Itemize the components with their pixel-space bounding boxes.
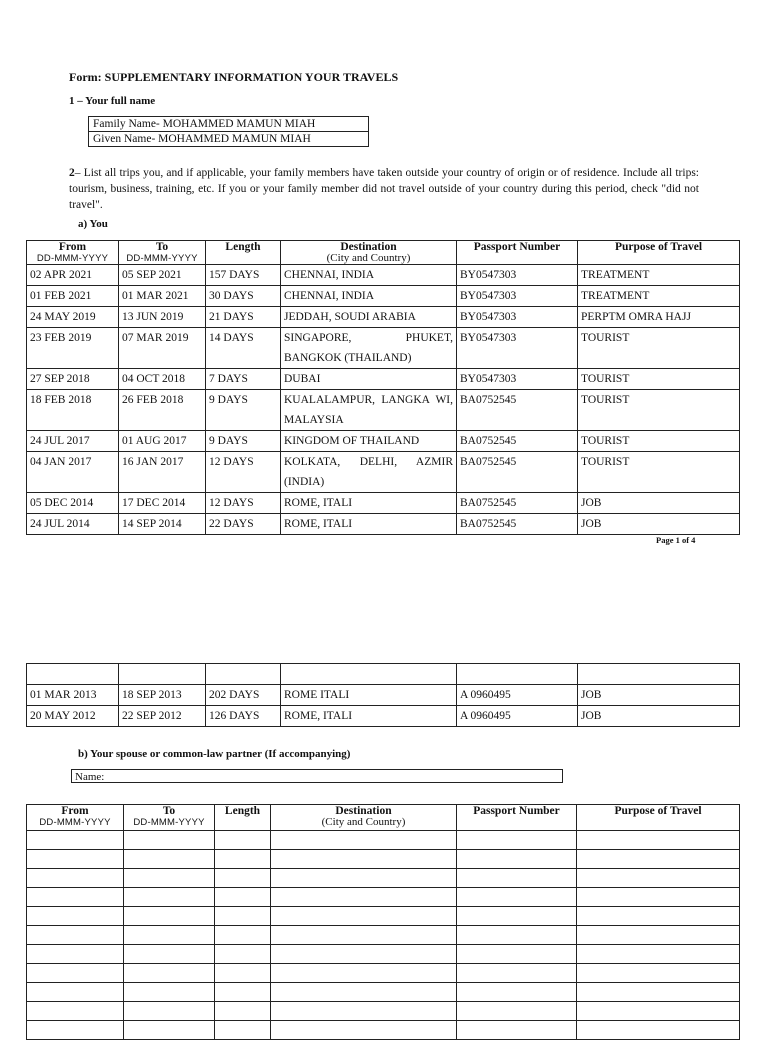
table-row [27, 431, 740, 452]
cell-from[interactable]: 04 JAN 2017 [27, 452, 119, 493]
cell-length[interactable] [215, 850, 271, 869]
cell-passport[interactable]: BA0752545 [457, 390, 578, 431]
cell-to[interactable] [124, 1002, 215, 1021]
table-row [27, 286, 740, 307]
cell-purpose[interactable] [577, 907, 740, 926]
cell-destination[interactable]: ROME, ITALI [281, 514, 457, 535]
form-title [69, 70, 398, 85]
cell-destination[interactable]: CHENNAI, INDIA [281, 265, 457, 286]
cell-length[interactable]: 7 DAYS [206, 369, 281, 390]
cell-to[interactable] [124, 945, 215, 964]
cell-destination[interactable] [271, 945, 457, 964]
cell-from[interactable]: 24 MAY 2019 [27, 307, 119, 328]
cell-to[interactable] [124, 964, 215, 983]
cell-passport[interactable] [457, 869, 577, 888]
cell-length[interactable] [215, 983, 271, 1002]
cell-to[interactable]: 01 AUG 2017 [119, 431, 206, 452]
cell-purpose[interactable] [577, 831, 740, 850]
cell-passport[interactable] [457, 664, 578, 685]
question-2-body: – List all trips you, and if applicable, your family members have taken outside your country of origin or of residence. Include all trips: tourism, business, training, etc. If you or your family member did not travel outside of your country during this period, check "did not travel". [69, 167, 699, 211]
header-purpose: Purpose of Travel [578, 241, 740, 265]
cell-length[interactable]: 22 DAYS [206, 514, 281, 535]
cell-length[interactable] [215, 945, 271, 964]
cell-passport[interactable]: BA0752545 [457, 431, 578, 452]
cell-to[interactable]: 04 OCT 2018 [119, 369, 206, 390]
cell-destination[interactable]: KOLKATA, DELHI, AZMIR (INDIA) [281, 452, 457, 493]
header-from: From DD-MMM-YYYY [27, 805, 124, 831]
cell-destination[interactable] [281, 664, 457, 685]
cell-passport[interactable]: BY0547303 [457, 307, 578, 328]
section-a-label: a) You [78, 218, 108, 230]
cell-length[interactable]: 157 DAYS [206, 265, 281, 286]
cell-length[interactable] [206, 664, 281, 685]
cell-passport[interactable]: BA0752545 [457, 514, 578, 535]
cell-length[interactable] [215, 926, 271, 945]
table-row [27, 964, 740, 983]
cell-purpose[interactable]: JOB [578, 685, 740, 706]
cell-to[interactable] [124, 1021, 215, 1040]
cell-from[interactable]: 20 MAY 2012 [27, 706, 119, 727]
cell-from[interactable]: 02 APR 2021 [27, 265, 119, 286]
cell-length[interactable]: 202 DAYS [206, 685, 281, 706]
cell-from[interactable] [27, 983, 124, 1002]
cell-to[interactable] [119, 664, 206, 685]
table-row [27, 328, 740, 369]
cell-from[interactable] [27, 850, 124, 869]
table-row [27, 307, 740, 328]
cell-destination[interactable] [271, 831, 457, 850]
full-name-box [88, 116, 369, 147]
cell-purpose[interactable] [577, 964, 740, 983]
cell-passport[interactable] [457, 1002, 577, 1021]
cell-purpose[interactable]: TREATMENT [578, 265, 740, 286]
table-row [27, 945, 740, 964]
cell-purpose[interactable] [577, 1021, 740, 1040]
cell-length[interactable] [215, 907, 271, 926]
cell-destination[interactable]: DUBAI [281, 369, 457, 390]
cell-from[interactable] [27, 869, 124, 888]
cell-passport[interactable]: BY0547303 [457, 286, 578, 307]
cell-purpose[interactable]: JOB [578, 706, 740, 727]
cell-purpose[interactable]: TOURIST [578, 431, 740, 452]
cell-passport[interactable]: BA0752545 [457, 452, 578, 493]
cell-from[interactable]: 23 FEB 2019 [27, 328, 119, 369]
cell-from[interactable] [27, 964, 124, 983]
table-row [27, 706, 740, 727]
cell-to[interactable]: 14 SEP 2014 [119, 514, 206, 535]
form-title-text: SUPPLEMENTARY INFORMATION YOUR TRAVELS [104, 70, 399, 84]
cell-passport[interactable] [457, 888, 577, 907]
table-row [27, 831, 740, 850]
cell-purpose[interactable]: TOURIST [578, 390, 740, 431]
cell-from[interactable] [27, 831, 124, 850]
header-length: Length [215, 805, 271, 831]
cell-length[interactable] [215, 888, 271, 907]
cell-passport[interactable] [457, 850, 577, 869]
table-row [27, 452, 740, 493]
table-row [27, 369, 740, 390]
cell-from[interactable]: 24 JUL 2017 [27, 431, 119, 452]
section-b-label: b) Your spouse or common-law partner (If accompanying) [78, 748, 351, 760]
table-row [27, 664, 740, 685]
cell-passport[interactable]: BY0547303 [457, 265, 578, 286]
cell-purpose[interactable] [577, 945, 740, 964]
cell-destination[interactable]: SINGAPORE, PHUKET, BANGKOK (THAILAND) [281, 328, 457, 369]
table-row [27, 850, 740, 869]
cell-length[interactable]: 12 DAYS [206, 452, 281, 493]
table-header-row [27, 805, 740, 831]
cell-purpose[interactable] [577, 850, 740, 869]
cell-from[interactable] [27, 1002, 124, 1021]
cell-length[interactable] [215, 869, 271, 888]
cell-destination[interactable]: CHENNAI, INDIA [281, 286, 457, 307]
cell-from[interactable] [27, 926, 124, 945]
cell-length[interactable]: 9 DAYS [206, 390, 281, 431]
cell-purpose[interactable]: JOB [578, 514, 740, 535]
cell-from[interactable] [27, 945, 124, 964]
cell-length[interactable]: 9 DAYS [206, 431, 281, 452]
table-row [27, 685, 740, 706]
cell-to[interactable]: 17 DEC 2014 [119, 493, 206, 514]
cell-destination[interactable] [271, 964, 457, 983]
cell-from[interactable] [27, 664, 119, 685]
cell-from[interactable] [27, 1021, 124, 1040]
cell-from[interactable]: 24 JUL 2014 [27, 514, 119, 535]
cell-purpose[interactable]: TOURIST [578, 369, 740, 390]
cell-to[interactable]: 05 SEP 2021 [119, 265, 206, 286]
question-2-text [69, 165, 699, 213]
cell-to[interactable] [124, 831, 215, 850]
header-from: From DD-MMM-YYYY [27, 241, 119, 265]
table-row [27, 888, 740, 907]
cell-purpose[interactable] [577, 869, 740, 888]
cell-destination[interactable] [271, 926, 457, 945]
cell-length[interactable]: 21 DAYS [206, 307, 281, 328]
cell-to[interactable] [124, 926, 215, 945]
cell-to[interactable] [124, 850, 215, 869]
cell-passport[interactable] [457, 907, 577, 926]
cell-passport[interactable] [457, 945, 577, 964]
table-row [27, 926, 740, 945]
header-to: To DD-MMM-YYYY [119, 241, 206, 265]
cell-passport[interactable] [457, 831, 577, 850]
cell-from[interactable]: 05 DEC 2014 [27, 493, 119, 514]
cell-to[interactable] [124, 888, 215, 907]
cell-purpose[interactable] [577, 926, 740, 945]
cell-passport[interactable] [457, 983, 577, 1002]
cell-destination[interactable] [271, 1002, 457, 1021]
question-2-number: 2 [69, 167, 75, 179]
cell-to[interactable]: 01 MAR 2021 [119, 286, 206, 307]
cell-destination[interactable]: ROME, ITALI [281, 493, 457, 514]
cell-length[interactable]: 12 DAYS [206, 493, 281, 514]
table-row [27, 869, 740, 888]
cell-passport[interactable]: A 0960495 [457, 685, 578, 706]
cell-destination[interactable] [271, 907, 457, 926]
page-number: Page 1 of 4 [656, 535, 696, 545]
header-passport: Passport Number [457, 241, 578, 265]
table-row [27, 493, 740, 514]
cell-destination[interactable]: ROME, ITALI [281, 706, 457, 727]
cell-from[interactable] [27, 888, 124, 907]
given-name-field[interactable]: Given Name- MOHAMMED MAMUN MIAH [89, 131, 368, 146]
header-destination: Destination (City and Country) [271, 805, 457, 831]
table-row [27, 265, 740, 286]
cell-length[interactable]: 30 DAYS [206, 286, 281, 307]
trips-table-you-continued [26, 663, 740, 727]
cell-to[interactable]: 13 JUN 2019 [119, 307, 206, 328]
spouse-name-label: Name: [75, 771, 105, 783]
cell-to[interactable]: 22 SEP 2012 [119, 706, 206, 727]
cell-length[interactable] [215, 964, 271, 983]
cell-length[interactable] [215, 1002, 271, 1021]
cell-to[interactable] [124, 983, 215, 1002]
cell-purpose[interactable]: JOB [578, 493, 740, 514]
cell-destination[interactable] [271, 983, 457, 1002]
header-to: To DD-MMM-YYYY [124, 805, 215, 831]
family-name-field[interactable]: Family Name- MOHAMMED MAMUN MIAH [93, 118, 316, 130]
cell-to[interactable]: 16 JAN 2017 [119, 452, 206, 493]
cell-from[interactable]: 01 FEB 2021 [27, 286, 119, 307]
cell-destination[interactable]: JEDDAH, SOUDI ARABIA [281, 307, 457, 328]
table-header-row [27, 241, 740, 265]
cell-to[interactable] [124, 907, 215, 926]
cell-to[interactable]: 18 SEP 2013 [119, 685, 206, 706]
cell-purpose[interactable] [577, 888, 740, 907]
cell-purpose[interactable]: TOURIST [578, 452, 740, 493]
cell-purpose[interactable] [577, 1002, 740, 1021]
header-passport: Passport Number [457, 805, 577, 831]
cell-purpose[interactable] [578, 664, 740, 685]
cell-from[interactable]: 01 MAR 2013 [27, 685, 119, 706]
cell-purpose[interactable]: TREATMENT [578, 286, 740, 307]
cell-purpose[interactable]: PERPTM OMRA HAJJ [578, 307, 740, 328]
cell-destination[interactable] [271, 1021, 457, 1040]
spouse-name-field[interactable] [71, 769, 563, 783]
cell-purpose[interactable]: TOURIST [578, 328, 740, 369]
cell-destination[interactable] [271, 850, 457, 869]
header-destination: Destination (City and Country) [281, 241, 457, 265]
trips-table-you [26, 240, 740, 535]
cell-from[interactable]: 27 SEP 2018 [27, 369, 119, 390]
cell-destination[interactable]: KINGDOM OF THAILAND [281, 431, 457, 452]
cell-to[interactable]: 07 MAR 2019 [119, 328, 206, 369]
cell-to[interactable]: 26 FEB 2018 [119, 390, 206, 431]
cell-destination[interactable] [271, 888, 457, 907]
header-length: Length [206, 241, 281, 265]
cell-length[interactable]: 14 DAYS [206, 328, 281, 369]
table-row [27, 907, 740, 926]
cell-destination[interactable]: KUALALAMPUR, LANGKA WI, MALAYSIA [281, 390, 457, 431]
cell-purpose[interactable] [577, 983, 740, 1002]
cell-passport[interactable]: BY0547303 [457, 328, 578, 369]
cell-passport[interactable]: BY0547303 [457, 369, 578, 390]
table-row [27, 983, 740, 1002]
cell-destination[interactable] [271, 869, 457, 888]
form-title-prefix: Form: [69, 70, 102, 84]
cell-destination[interactable]: ROME ITALI [281, 685, 457, 706]
table-row [27, 514, 740, 535]
table-row [27, 390, 740, 431]
cell-passport[interactable]: BA0752545 [457, 493, 578, 514]
cell-passport[interactable] [457, 926, 577, 945]
cell-length[interactable] [215, 1021, 271, 1040]
cell-from[interactable]: 18 FEB 2018 [27, 390, 119, 431]
cell-length[interactable] [215, 831, 271, 850]
cell-length[interactable]: 126 DAYS [206, 706, 281, 727]
cell-from[interactable] [27, 907, 124, 926]
cell-passport[interactable] [457, 964, 577, 983]
question-1-label: 1 – Your full name [69, 95, 156, 107]
table-row [27, 1021, 740, 1040]
cell-passport[interactable]: A 0960495 [457, 706, 578, 727]
cell-passport[interactable] [457, 1021, 577, 1040]
table-row [27, 1002, 740, 1021]
header-purpose: Purpose of Travel [577, 805, 740, 831]
cell-to[interactable] [124, 869, 215, 888]
trips-table-spouse [26, 804, 740, 1040]
